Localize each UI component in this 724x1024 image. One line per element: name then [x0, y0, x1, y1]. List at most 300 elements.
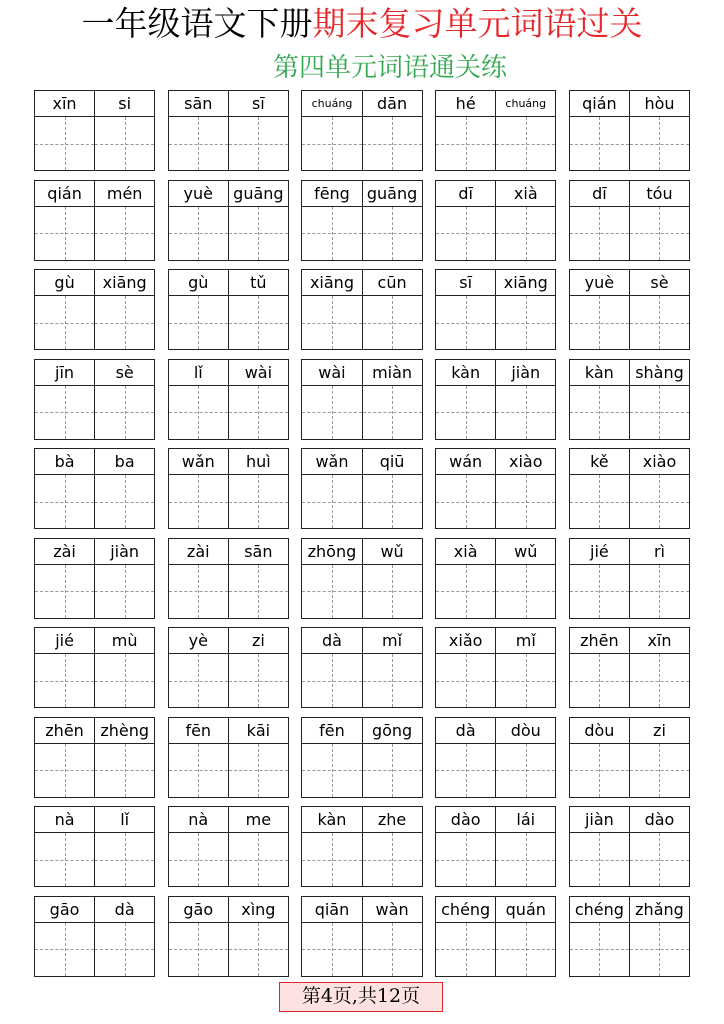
writing-square: [495, 117, 555, 170]
writing-square: [169, 475, 228, 528]
pinyin-syllable: xiāng: [309, 273, 354, 292]
word-card: [301, 269, 422, 350]
tianzige-box: [34, 296, 155, 350]
writing-square: [302, 475, 361, 528]
pinyin-row: [435, 359, 556, 386]
pinyin-row: [301, 269, 422, 296]
writing-square: [495, 923, 555, 976]
pinyin-row: [569, 717, 690, 744]
tianzige-box: [301, 923, 422, 977]
pinyin-row: [569, 180, 690, 207]
word-card: [569, 90, 690, 171]
pinyin-syllable: dòu: [584, 720, 615, 740]
word-card: [34, 538, 155, 619]
pinyin-syllable: mǐ: [495, 628, 555, 653]
tianzige-box: [435, 744, 556, 798]
pinyin-syllable: jiàn: [584, 810, 614, 829]
writing-square: [302, 117, 361, 170]
tianzige-box: [34, 654, 155, 708]
pinyin-row: [168, 538, 289, 565]
word-card: [168, 180, 289, 261]
pinyin-row: [34, 627, 155, 654]
word-card: [569, 538, 690, 619]
word-card: [301, 90, 422, 171]
pinyin-syllable: kě: [590, 452, 609, 471]
word-card: [34, 90, 155, 171]
pinyin-syllable: yuè: [584, 273, 615, 292]
writing-square: [570, 923, 629, 976]
pinyin-syllable: guāng: [228, 181, 288, 206]
writing-square: [570, 744, 629, 797]
pinyin-row: [301, 806, 422, 833]
pinyin-row: [34, 717, 155, 744]
writing-square: [35, 117, 94, 170]
writing-square: [35, 654, 94, 707]
writing-square: [570, 833, 629, 886]
pinyin-row: [301, 896, 422, 923]
word-card: [435, 359, 556, 440]
pinyin-syllable: gōng: [362, 718, 422, 743]
tianzige-box: [301, 833, 422, 887]
word-row: [34, 806, 690, 887]
tianzige-box: [435, 117, 556, 171]
pinyin-syllable: mǐ: [362, 628, 422, 653]
pinyin-row: [168, 896, 289, 923]
tianzige-box: [34, 833, 155, 887]
writing-square: [570, 296, 629, 349]
writing-square: [629, 386, 689, 439]
writing-square: [362, 833, 422, 886]
tianzige-box: [435, 654, 556, 708]
pinyin-syllable: chéng: [574, 899, 624, 919]
pinyin-syllable: sè: [629, 270, 689, 295]
tianzige-box: [569, 833, 690, 887]
tianzige-box: [569, 117, 690, 171]
writing-square: [169, 207, 228, 260]
writing-square: [302, 654, 361, 707]
writing-square: [35, 207, 94, 260]
pinyin-syllable: wǔ: [495, 539, 555, 564]
word-card: [34, 627, 155, 708]
pinyin-syllable: dà: [94, 897, 154, 922]
pinyin-syllable: sī: [459, 273, 473, 292]
pinyin-syllable: gāo: [49, 899, 80, 919]
tianzige-box: [435, 475, 556, 529]
tianzige-box: [569, 296, 690, 350]
pinyin-syllable: chuáng: [495, 91, 555, 116]
word-card: [168, 896, 289, 977]
pinyin-syllable: xīn: [52, 94, 77, 113]
tianzige-box: [569, 386, 690, 440]
writing-square: [228, 744, 288, 797]
writing-square: [94, 207, 154, 260]
tianzige-box: [168, 923, 289, 977]
writing-square: [436, 386, 495, 439]
tianzige-box: [168, 475, 289, 529]
pinyin-syllable: me: [228, 807, 288, 832]
writing-square: [570, 565, 629, 618]
writing-square: [228, 475, 288, 528]
pinyin-syllable: xià: [453, 541, 478, 561]
word-card: [569, 896, 690, 977]
pinyin-syllable: nà: [54, 810, 75, 829]
pinyin-syllable: hé: [455, 94, 476, 113]
word-card: [435, 538, 556, 619]
writing-square: [94, 565, 154, 618]
pinyin-syllable: wài: [318, 362, 346, 382]
writing-square: [228, 296, 288, 349]
word-card: [34, 269, 155, 350]
pinyin-syllable: yuè: [183, 183, 213, 203]
writing-square: [495, 744, 555, 797]
writing-square: [362, 386, 422, 439]
writing-square: [35, 296, 94, 349]
pinyin-syllable: xiāng: [94, 270, 154, 295]
writing-square: [94, 744, 154, 797]
pinyin-row: [168, 269, 289, 296]
pinyin-row: [435, 806, 556, 833]
pinyin-syllable: gù: [54, 273, 75, 292]
pinyin-row: [435, 180, 556, 207]
writing-square: [362, 207, 422, 260]
writing-square: [362, 565, 422, 618]
writing-square: [495, 475, 555, 528]
writing-square: [495, 565, 555, 618]
word-card: [301, 627, 422, 708]
pinyin-syllable: dòu: [495, 718, 555, 743]
writing-square: [228, 207, 288, 260]
pinyin-row: [569, 538, 690, 565]
pinyin-row: [301, 180, 422, 207]
pinyin-syllable: sān: [228, 539, 288, 564]
writing-square: [35, 386, 94, 439]
pinyin-syllable: zi: [228, 628, 288, 653]
writing-square: [228, 117, 288, 170]
pinyin-syllable: kàn: [584, 362, 614, 382]
word-card: [301, 180, 422, 261]
pinyin-syllable: cūn: [362, 270, 422, 295]
word-card: [435, 717, 556, 798]
word-card: [435, 627, 556, 708]
writing-square: [436, 565, 495, 618]
tianzige-box: [435, 207, 556, 261]
pinyin-row: [34, 538, 155, 565]
pinyin-syllable: sī: [228, 91, 288, 116]
pinyin-syllable: ba: [94, 449, 154, 474]
pinyin-syllable: tǔ: [228, 270, 288, 295]
word-card: [435, 269, 556, 350]
pinyin-syllable: zi: [629, 718, 689, 743]
pinyin-row: [34, 90, 155, 117]
tianzige-box: [301, 207, 422, 261]
pinyin-row: [435, 448, 556, 475]
writing-square: [228, 386, 288, 439]
word-card: [168, 627, 289, 708]
writing-square: [436, 475, 495, 528]
word-card: [168, 806, 289, 887]
pinyin-row: [435, 717, 556, 744]
writing-square: [35, 565, 94, 618]
writing-square: [94, 296, 154, 349]
pinyin-row: [168, 90, 289, 117]
pinyin-syllable: dào: [629, 807, 689, 832]
pinyin-row: [301, 359, 422, 386]
writing-square: [35, 923, 94, 976]
writing-square: [362, 744, 422, 797]
pinyin-syllable: xiǎo: [448, 631, 483, 650]
pinyin-row: [569, 90, 690, 117]
word-card: [569, 717, 690, 798]
tianzige-box: [34, 744, 155, 798]
writing-square: [169, 296, 228, 349]
tianzige-box: [301, 475, 422, 529]
page-subtitle: 第四单元词语通关练: [272, 53, 507, 83]
pinyin-syllable: zhēn: [580, 631, 619, 650]
word-card: [34, 359, 155, 440]
pinyin-syllable: mù: [94, 628, 154, 653]
writing-square: [436, 117, 495, 170]
pinyin-syllable: dà: [321, 631, 342, 650]
pinyin-syllable: si: [94, 91, 154, 116]
tianzige-box: [301, 296, 422, 350]
pinyin-syllable: dī: [592, 183, 607, 203]
pinyin-row: [301, 448, 422, 475]
word-card: [168, 359, 289, 440]
tianzige-box: [569, 923, 690, 977]
tianzige-box: [168, 386, 289, 440]
pinyin-syllable: xiāng: [495, 270, 555, 295]
writing-square: [228, 923, 288, 976]
pinyin-row: [569, 359, 690, 386]
writing-square: [629, 923, 689, 976]
writing-square: [495, 833, 555, 886]
writing-square: [302, 207, 361, 260]
writing-square: [302, 923, 361, 976]
tianzige-box: [34, 475, 155, 529]
word-card: [435, 180, 556, 261]
pinyin-syllable: xīn: [629, 628, 689, 653]
writing-square: [169, 117, 228, 170]
tianzige-box: [435, 296, 556, 350]
writing-square: [436, 744, 495, 797]
pinyin-syllable: fēng: [314, 183, 350, 203]
pinyin-row: [435, 627, 556, 654]
writing-square: [302, 296, 361, 349]
word-card: [435, 448, 556, 529]
word-card: [34, 448, 155, 529]
tianzige-box: [569, 475, 690, 529]
writing-square: [94, 923, 154, 976]
pinyin-row: [435, 896, 556, 923]
pinyin-syllable: zhe: [362, 807, 422, 832]
writing-square: [228, 654, 288, 707]
word-card: [34, 180, 155, 261]
writing-square: [495, 296, 555, 349]
writing-square: [570, 386, 629, 439]
page-number: 第4页,共12页: [279, 982, 443, 1012]
tianzige-box: [168, 833, 289, 887]
tianzige-box: [34, 923, 155, 977]
writing-square: [570, 207, 629, 260]
word-card: [168, 717, 289, 798]
word-card: [34, 896, 155, 977]
pinyin-row: [435, 269, 556, 296]
pinyin-syllable: mén: [94, 181, 154, 206]
pinyin-syllable: zhōng: [307, 541, 357, 561]
pinyin-syllable: jīn: [55, 362, 75, 382]
tianzige-box: [435, 923, 556, 977]
writing-square: [94, 833, 154, 886]
word-card: [301, 448, 422, 529]
pinyin-syllable: xiào: [495, 449, 555, 474]
pinyin-syllable: wǎn: [181, 452, 215, 471]
word-row: [34, 627, 690, 708]
pinyin-syllable: dī: [458, 183, 473, 203]
pinyin-syllable: lǐ: [193, 362, 203, 382]
pinyin-syllable: bà: [54, 452, 75, 471]
writing-square: [35, 744, 94, 797]
tianzige-box: [34, 207, 155, 261]
word-card: [569, 359, 690, 440]
writing-square: [169, 744, 228, 797]
pinyin-syllable: lǐ: [94, 807, 154, 832]
word-card: [301, 717, 422, 798]
writing-square: [570, 475, 629, 528]
word-card: [569, 627, 690, 708]
word-card: [569, 448, 690, 529]
pinyin-row: [569, 806, 690, 833]
tianzige-box: [569, 654, 690, 708]
word-grid: [34, 90, 690, 985]
pinyin-syllable: kàn: [317, 810, 347, 829]
writing-square: [228, 565, 288, 618]
pinyin-syllable: huì: [228, 449, 288, 474]
tianzige-box: [569, 565, 690, 619]
pinyin-syllable: kāi: [228, 718, 288, 743]
pinyin-row: [34, 448, 155, 475]
pinyin-syllable: dān: [362, 91, 422, 116]
word-row: [34, 448, 690, 529]
writing-square: [629, 117, 689, 170]
word-row: [34, 180, 690, 261]
word-card: [435, 896, 556, 977]
writing-square: [629, 475, 689, 528]
writing-square: [362, 923, 422, 976]
pinyin-syllable: nà: [188, 810, 209, 829]
pinyin-syllable: qiān: [314, 899, 350, 919]
pinyin-syllable: kàn: [451, 362, 481, 382]
tianzige-box: [301, 386, 422, 440]
tianzige-box: [168, 207, 289, 261]
word-card: [168, 448, 289, 529]
tianzige-box: [435, 565, 556, 619]
pinyin-row: [168, 806, 289, 833]
writing-square: [436, 296, 495, 349]
tianzige-box: [301, 117, 422, 171]
tianzige-box: [168, 654, 289, 708]
title-grade: 一年级语文下册: [81, 4, 313, 43]
word-row: [34, 896, 690, 977]
pinyin-row: [34, 180, 155, 207]
writing-square: [169, 565, 228, 618]
pinyin-syllable: wài: [228, 360, 288, 385]
word-row: [34, 269, 690, 350]
pinyin-row: [34, 896, 155, 923]
tianzige-box: [301, 744, 422, 798]
pinyin-syllable: yè: [188, 631, 208, 650]
pinyin-syllable: fēn: [185, 720, 212, 740]
word-card: [301, 359, 422, 440]
word-card: [301, 538, 422, 619]
pinyin-row: [301, 717, 422, 744]
word-row: [34, 538, 690, 619]
pinyin-row: [569, 448, 690, 475]
writing-square: [169, 654, 228, 707]
writing-square: [629, 207, 689, 260]
pinyin-row: [301, 538, 422, 565]
pinyin-syllable: gù: [188, 273, 209, 292]
pinyin-syllable: jiàn: [495, 360, 555, 385]
word-card: [34, 806, 155, 887]
writing-square: [169, 386, 228, 439]
writing-square: [436, 923, 495, 976]
writing-square: [495, 654, 555, 707]
pinyin-syllable: chéng: [441, 899, 491, 919]
pinyin-syllable: xìng: [228, 897, 288, 922]
writing-square: [94, 386, 154, 439]
tianzige-box: [435, 386, 556, 440]
tianzige-box: [435, 833, 556, 887]
tianzige-box: [569, 207, 690, 261]
pinyin-syllable: gāo: [183, 899, 214, 919]
pinyin-row: [34, 806, 155, 833]
word-card: [435, 806, 556, 887]
writing-square: [302, 744, 361, 797]
pinyin-syllable: qián: [582, 94, 617, 113]
pinyin-syllable: jié: [55, 631, 74, 650]
word-card: [569, 180, 690, 261]
pinyin-syllable: wǔ: [362, 539, 422, 564]
pinyin-syllable: qiū: [362, 449, 422, 474]
writing-square: [35, 475, 94, 528]
pinyin-row: [168, 627, 289, 654]
pinyin-syllable: zhèng: [94, 718, 154, 743]
word-row: [34, 90, 690, 171]
tianzige-box: [301, 654, 422, 708]
pinyin-syllable: tóu: [629, 181, 689, 206]
pinyin-row: [168, 180, 289, 207]
writing-square: [362, 654, 422, 707]
pinyin-syllable: guāng: [362, 181, 422, 206]
tianzige-box: [34, 117, 155, 171]
word-row: [34, 717, 690, 798]
writing-square: [362, 296, 422, 349]
pinyin-row: [168, 448, 289, 475]
writing-square: [94, 475, 154, 528]
pinyin-syllable: zhǎng: [629, 897, 689, 922]
pinyin-row: [569, 896, 690, 923]
writing-square: [629, 744, 689, 797]
writing-square: [169, 923, 228, 976]
pinyin-syllable: dào: [450, 810, 481, 829]
pinyin-syllable: miàn: [362, 360, 422, 385]
tianzige-box: [168, 565, 289, 619]
pinyin-syllable: zài: [53, 541, 76, 561]
writing-square: [629, 833, 689, 886]
writing-square: [362, 475, 422, 528]
writing-square: [629, 565, 689, 618]
pinyin-syllable: xià: [495, 181, 555, 206]
